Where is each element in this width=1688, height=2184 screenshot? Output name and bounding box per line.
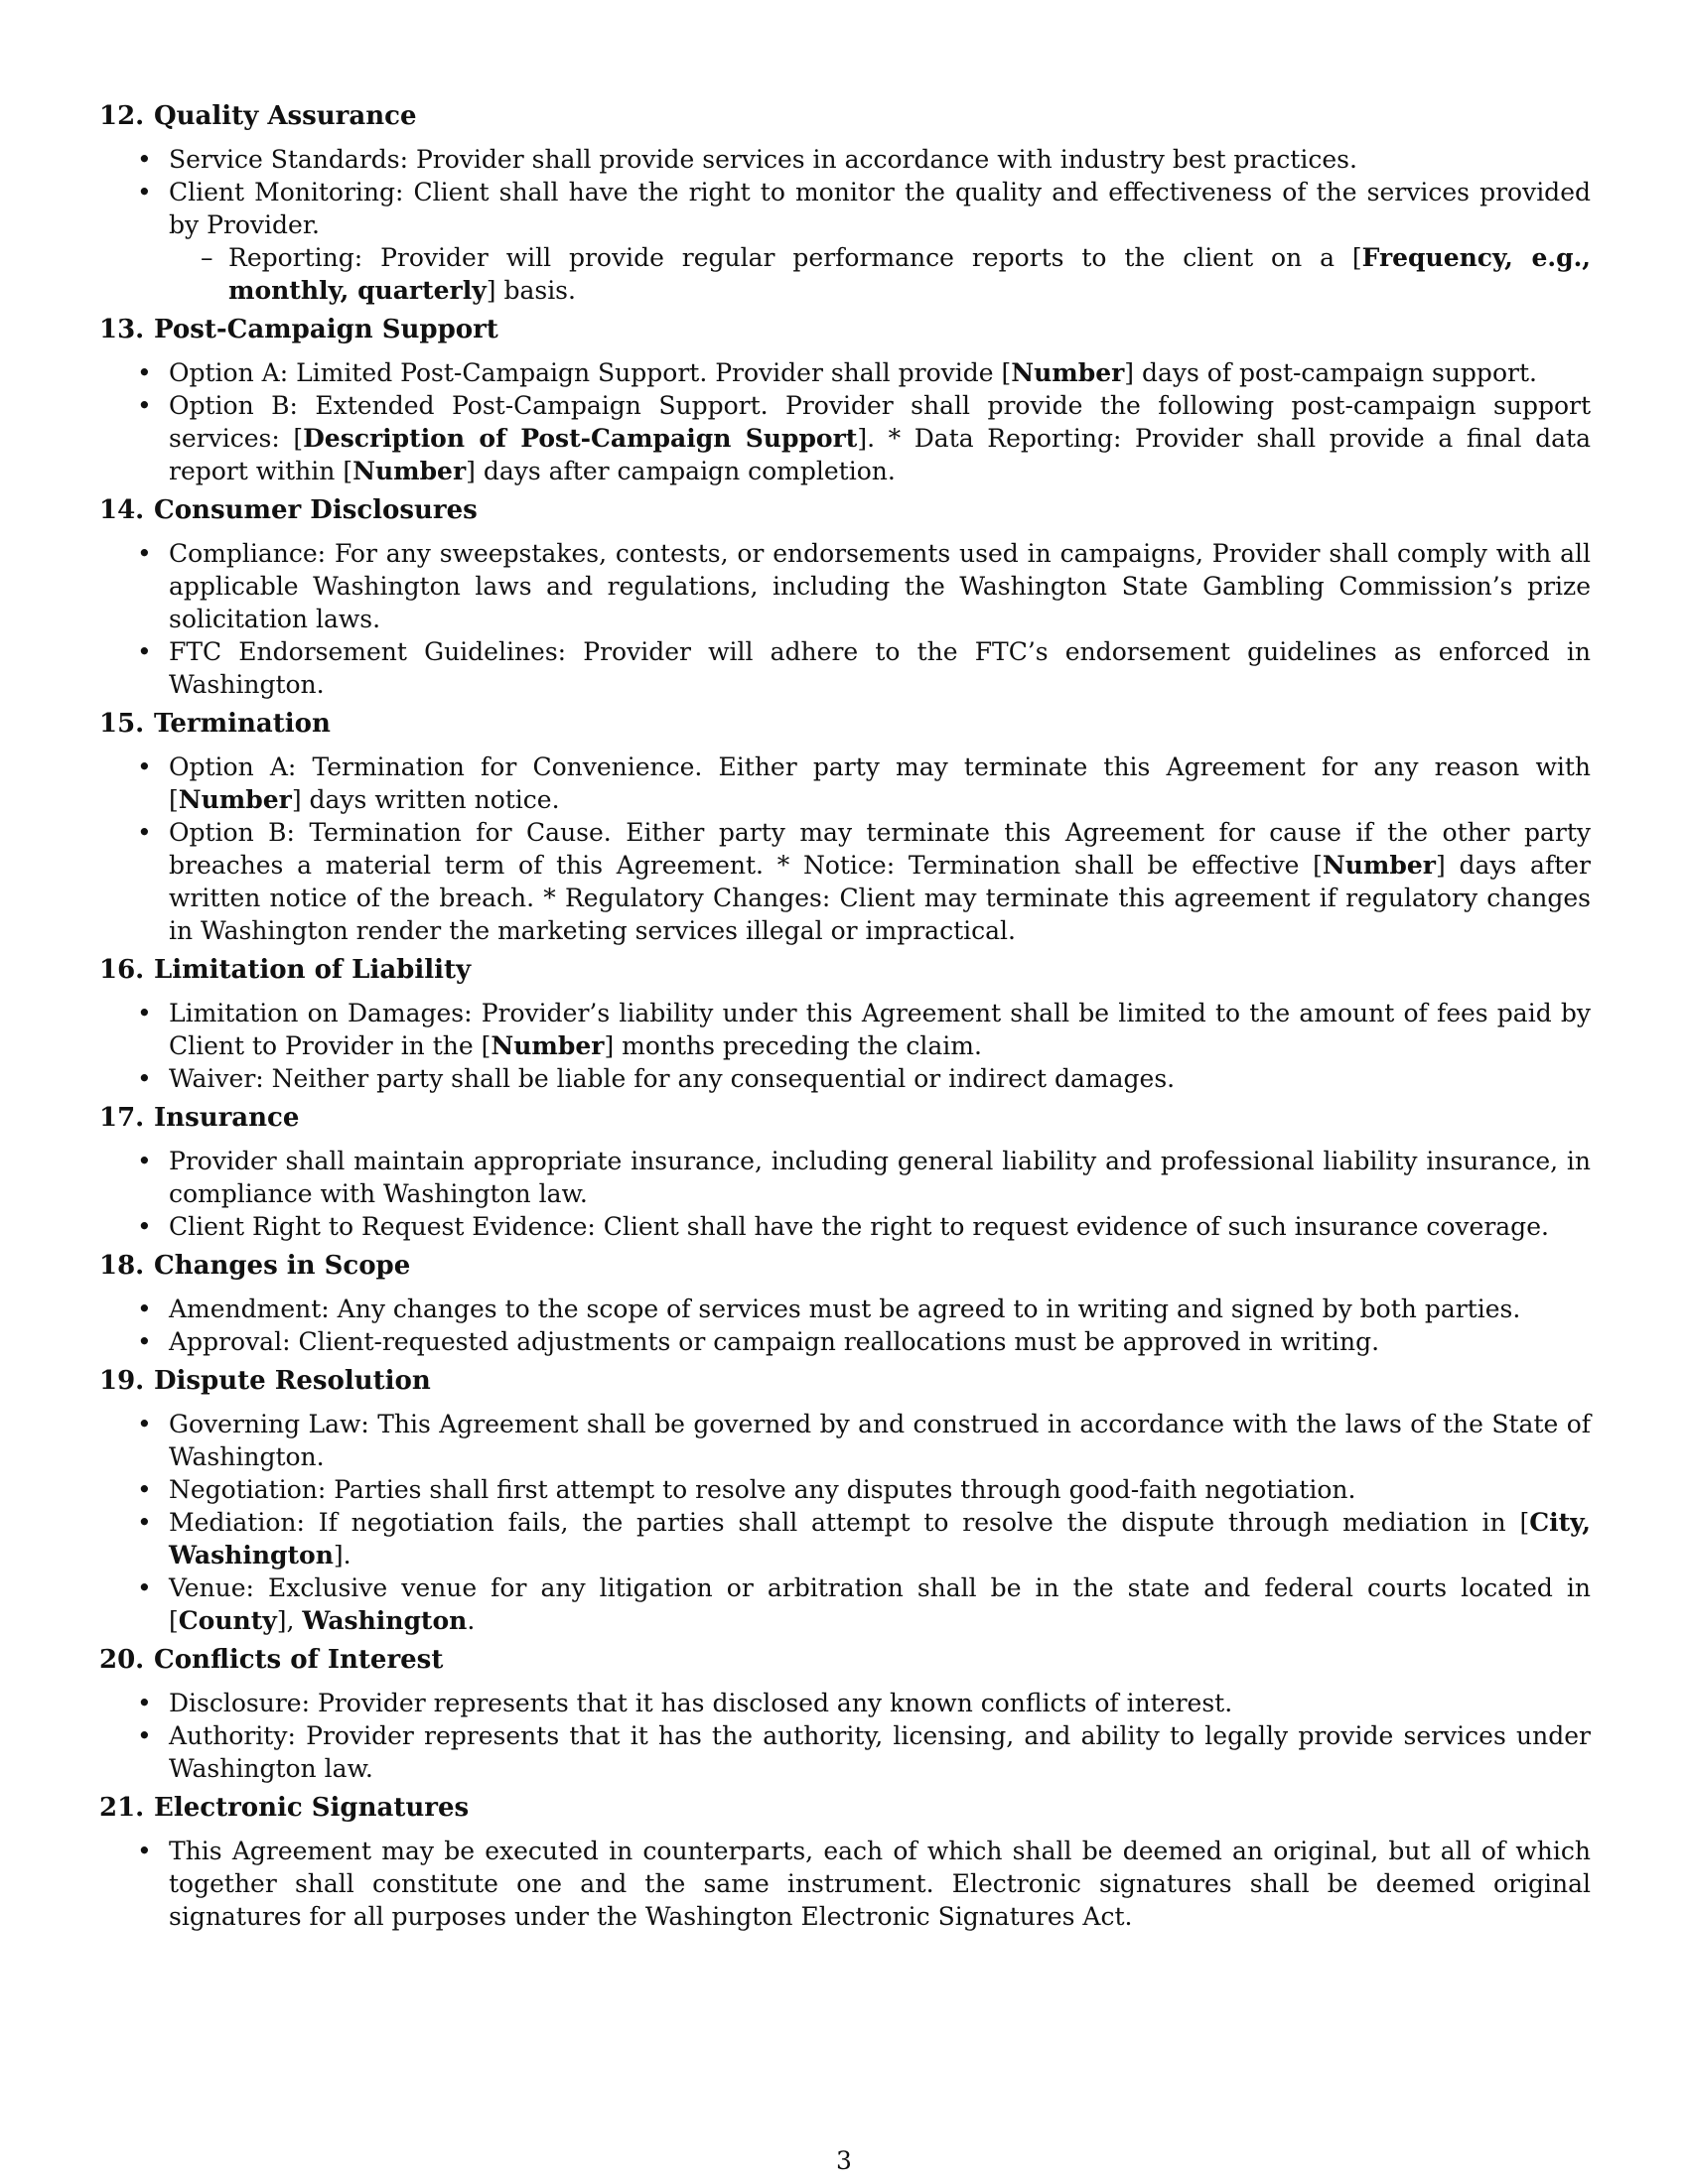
- list-item: • Disclosure: Provider represents that it has disclosed any known conflicts of interest.: [99, 1687, 1591, 1719]
- section-consumer-disclosures: [99, 493, 1591, 701]
- list-item: • Option A: Termination for Convenience. Either party may terminate this Agreement for any reason with [Number] days written notice.: [99, 751, 1591, 816]
- placeholder-field: Number: [491, 1031, 605, 1060]
- list-item: • Amendment: Any changes to the scope of services must be agreed to in writing and signed by both parties.: [99, 1293, 1591, 1325]
- section-heading: 12. Quality Assurance: [99, 101, 417, 131]
- list-item: • Option A: Limited Post-Campaign Support. Provider shall provide [Number] days of post-campaign support.: [99, 356, 1591, 389]
- placeholder-field: Frequency, e.g., monthly, quarterly: [228, 243, 1591, 305]
- section-heading: 21. Electronic Signatures: [99, 1793, 470, 1823]
- placeholder-field: Number: [352, 457, 467, 485]
- list-item: • Option B: Extended Post-Campaign Support. Provider shall provide the following post-campaign support services: [Description of Post-Campaign Support]. * Data Reporting: Provider shall provide a final data report within [Number] days after campaign completion.: [99, 389, 1591, 487]
- bullet-list: [99, 1835, 1591, 1933]
- bullet-list: [99, 1145, 1591, 1243]
- placeholder-field: County: [178, 1606, 277, 1635]
- section-heading: 15. Termination: [99, 709, 331, 739]
- bullet-list: [99, 997, 1591, 1095]
- list-item: • Option B: Termination for Cause. Either party may terminate this Agreement for cause if the other party breaches a material term of this Agreement. * Notice: Termination shall be effective [Number] days after written notice of the breach. * Regulatory Changes: Client may terminate this agreement if regulatory changes in Washington render the marketing services illegal or impractical.: [99, 816, 1591, 947]
- section-heading: 14. Consumer Disclosures: [99, 495, 478, 525]
- bullet-list: [99, 1293, 1591, 1358]
- section-heading: 19. Dispute Resolution: [99, 1366, 431, 1396]
- section-termination: [99, 707, 1591, 947]
- section-electronic-signatures: [99, 1791, 1591, 1933]
- list-item: • Venue: Exclusive venue for any litigation or arbitration shall be in the state and federal courts located in [County], Washington.: [99, 1571, 1591, 1637]
- placeholder-field: City, Washington: [169, 1508, 1591, 1570]
- list-item: • FTC Endorsement Guidelines: Provider will adhere to the FTC’s endorsement guidelines as enforced in Washington.: [99, 635, 1591, 701]
- placeholder-field: Description of Post-Campaign Support: [303, 424, 858, 453]
- list-item: • Waiver: Neither party shall be liable for any consequential or indirect damages.: [99, 1062, 1591, 1095]
- bullet-list: [99, 537, 1591, 701]
- list-item: • Negotiation: Parties shall first attempt to resolve any disputes through good-faith negotiation.: [99, 1473, 1591, 1506]
- section-heading: 13. Post-Campaign Support: [99, 315, 498, 344]
- list-item: • Service Standards: Provider shall provide services in accordance with industry best practices.: [99, 143, 1591, 176]
- section-limitation-of-liability: [99, 953, 1591, 1095]
- section-changes-in-scope: [99, 1249, 1591, 1358]
- section-insurance: [99, 1101, 1591, 1243]
- list-item: • Client Monitoring: Client shall have the right to monitor the quality and effectiveness of the services provided by Provider. – Reporting: Provider will provide regular performance reports to the client on a [Frequency, e.g., monthly, quarterly] basis.: [99, 176, 1591, 307]
- section-heading: 18. Changes in Scope: [99, 1251, 411, 1281]
- bullet-list: [99, 751, 1591, 947]
- list-item: • Compliance: For any sweepstakes, contests, or endorsements used in campaigns, Provider shall comply with all applicable Washington laws and regulations, including the Washington State Gambling Commission’s prize solicitation laws.: [99, 537, 1591, 635]
- bullet-list: [99, 1687, 1591, 1785]
- list-item: • Client Right to Request Evidence: Client shall have the right to request evidence of such insurance coverage.: [99, 1210, 1591, 1243]
- bullet-list: [99, 356, 1591, 487]
- placeholder-field: Number: [178, 785, 292, 814]
- list-item: • Mediation: If negotiation fails, the parties shall attempt to resolve the dispute through mediation in [City, Washington].: [99, 1506, 1591, 1571]
- section-conflicts-of-interest: [99, 1643, 1591, 1785]
- sub-list: [169, 241, 1591, 307]
- sub-list-item: – Reporting: Provider will provide regular performance reports to the client on a [Frequency, e.g., monthly, quarterly] basis.: [169, 241, 1591, 307]
- placeholder-field: Washington: [302, 1606, 468, 1635]
- list-item: • Approval: Client-requested adjustments or campaign reallocations must be approved in writing.: [99, 1325, 1591, 1358]
- section-heading: 16. Limitation of Liability: [99, 955, 472, 985]
- list-item: • Limitation on Damages: Provider’s liability under this Agreement shall be limited to the amount of fees paid by Client to Provider in the [Number] months preceding the claim.: [99, 997, 1591, 1062]
- section-heading: 20. Conflicts of Interest: [99, 1645, 444, 1675]
- bullet-list: [99, 143, 1591, 307]
- list-item: • Provider shall maintain appropriate insurance, including general liability and professional liability insurance, in compliance with Washington law.: [99, 1145, 1591, 1210]
- list-item: • Governing Law: This Agreement shall be governed by and construed in accordance with the laws of the State of Washington.: [99, 1408, 1591, 1473]
- placeholder-field: Number: [1322, 851, 1436, 880]
- document-body: [99, 99, 1591, 1939]
- section-quality-assurance: [99, 99, 1591, 307]
- list-item: • Authority: Provider represents that it has the authority, licensing, and ability to legally provide services under Washington law.: [99, 1719, 1591, 1785]
- page-number: 3: [836, 2146, 852, 2175]
- list-item: • This Agreement may be executed in counterparts, each of which shall be deemed an original, but all of which together shall constitute one and the same instrument. Electronic signatures shall be deemed original signatures for all purposes under the Washington Electronic Signatures Act.: [99, 1835, 1591, 1933]
- section-post-campaign-support: [99, 313, 1591, 487]
- section-heading: 17. Insurance: [99, 1103, 300, 1133]
- bullet-list: [99, 1408, 1591, 1637]
- section-dispute-resolution: [99, 1364, 1591, 1637]
- placeholder-field: Number: [1011, 358, 1125, 387]
